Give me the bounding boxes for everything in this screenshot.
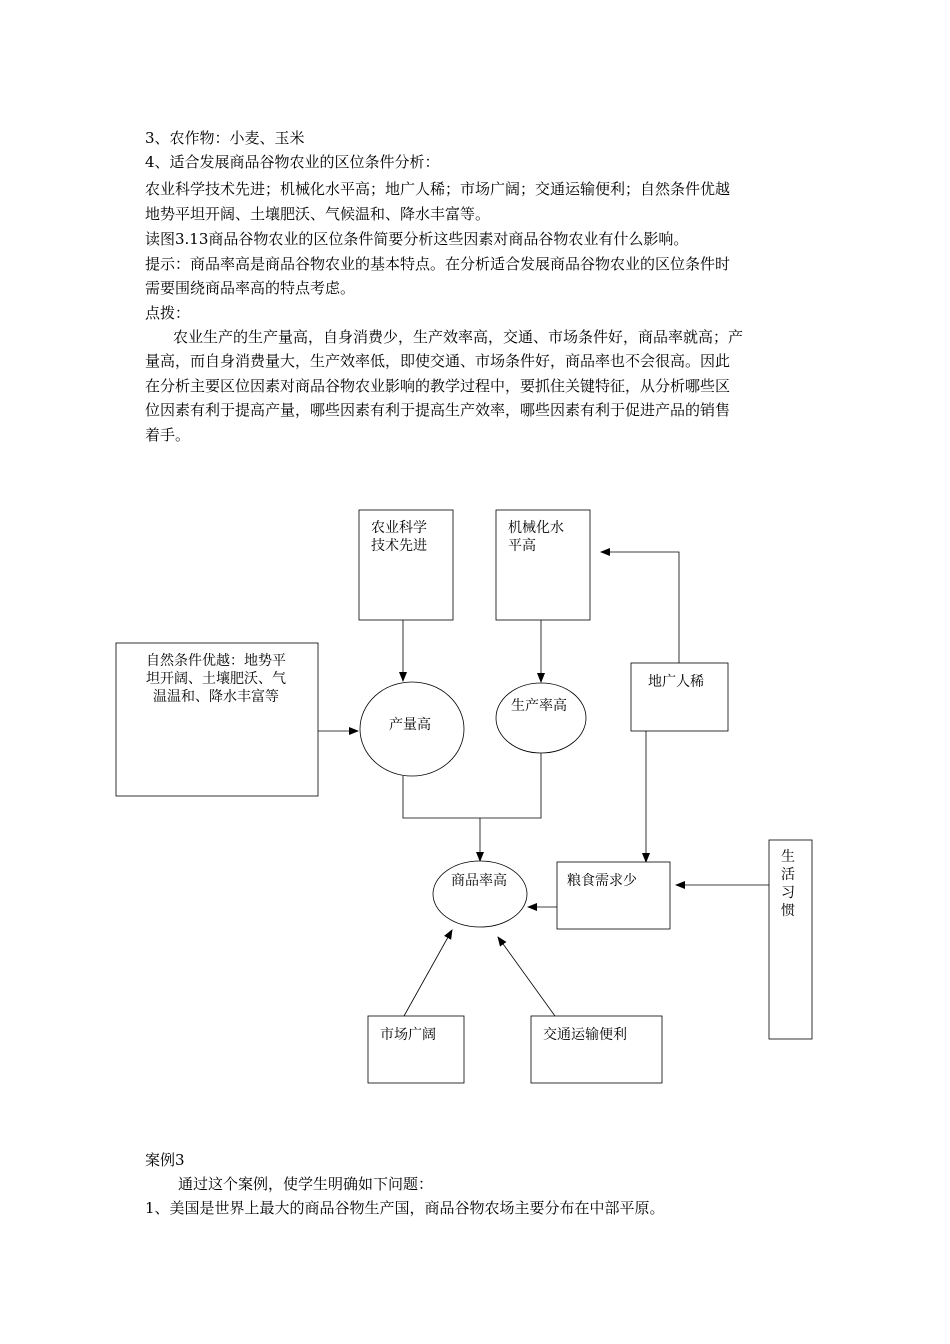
paragraph-line: 位因素有利于提高产量，哪些因素有利于提高生产效率，哪些因素有利于促进产品的销售 <box>145 401 731 419</box>
text-line: 点拨： <box>145 304 191 322</box>
box-natural-label: 温温和、降水丰富等 <box>153 689 279 705</box>
text-line: 地势平坦开阔、土壤肥沃、气候温和、降水丰富等。 <box>145 205 491 223</box>
arrow-transport-to-commodity <box>498 937 555 1016</box>
paragraph-line: 农业生产的生产量高，自身消费少，生产效率高，交通、市场条件好，商品率就高；产 <box>173 328 744 346</box>
text-line: 4、适合发展商品谷物农业的区位条件分析： <box>145 153 440 171</box>
box-market-label: 市场广阔 <box>380 1027 436 1043</box>
text-line: 读图3.13商品谷物农业的区位条件简要分析这些因素对商品谷物农业有什么影响。 <box>145 230 689 248</box>
box-habit-label: 惯 <box>781 903 795 919</box>
arrow-market-to-commodity <box>404 930 452 1016</box>
ellipse-commodity <box>433 861 527 927</box>
box-habit-label: 生 <box>781 849 795 865</box>
box-natural-label: 自然条件优越：地势平 <box>146 653 286 669</box>
text-line: 提示：商品率高是商品谷物农业的基本特点。在分析适合发展商品谷物农业的区位条件时 <box>145 255 731 273</box>
box-habit-label: 活 <box>781 867 795 883</box>
box-land-label: 地广人稀 <box>648 674 704 690</box>
paragraph-line: 着手。 <box>145 426 191 444</box>
text-line: 1、美国是世界上最大的商品谷物生产国，商品谷物农场主要分布在中部平原。 <box>145 1199 665 1217</box>
text-line: 3、农作物：小麦、玉米 <box>145 129 305 147</box>
box-tech-label: 农业科学 <box>371 520 427 536</box>
ellipse-efficiency <box>496 683 586 753</box>
paragraph-line: 量高，而自身消费量大，生产效率低，即使交通、市场条件好，商品率也不会很高。因此 <box>145 352 731 370</box>
box-demand-label: 粮食需求少 <box>567 873 637 889</box>
case-heading: 案例3 <box>145 1151 185 1169</box>
box-habit-label: 习 <box>781 885 795 901</box>
text-line: 农业科学技术先进；机械化水平高；地广人稀；市场广阔；交通运输便利；自然条件优越 <box>145 180 731 198</box>
ellipse-output-label: 产量高 <box>389 717 431 733</box>
ellipse-efficiency-label: 生产率高 <box>511 698 567 714</box>
box-natural-label: 坦开阔、土壤肥沃、气 <box>146 671 286 687</box>
box-transport-label: 交通运输便利 <box>543 1027 627 1043</box>
box-tech-label: 技术先进 <box>371 538 427 554</box>
box-mechanization-label: 机械化水 <box>508 520 564 536</box>
paragraph-line: 在分析主要区位因素对商品谷物农业影响的教学过程中，要抓住关键特征，从分析哪些区 <box>145 377 731 395</box>
text-line: 需要围绕商品率高的特点考虑。 <box>145 279 356 297</box>
ellipse-commodity-label: 商品率高 <box>451 873 507 889</box>
text-line: 通过这个案例，使学生明确如下问题： <box>178 1175 434 1193</box>
arrow-land-to-mech <box>601 552 679 663</box>
box-mechanization-label: 平高 <box>508 538 536 554</box>
